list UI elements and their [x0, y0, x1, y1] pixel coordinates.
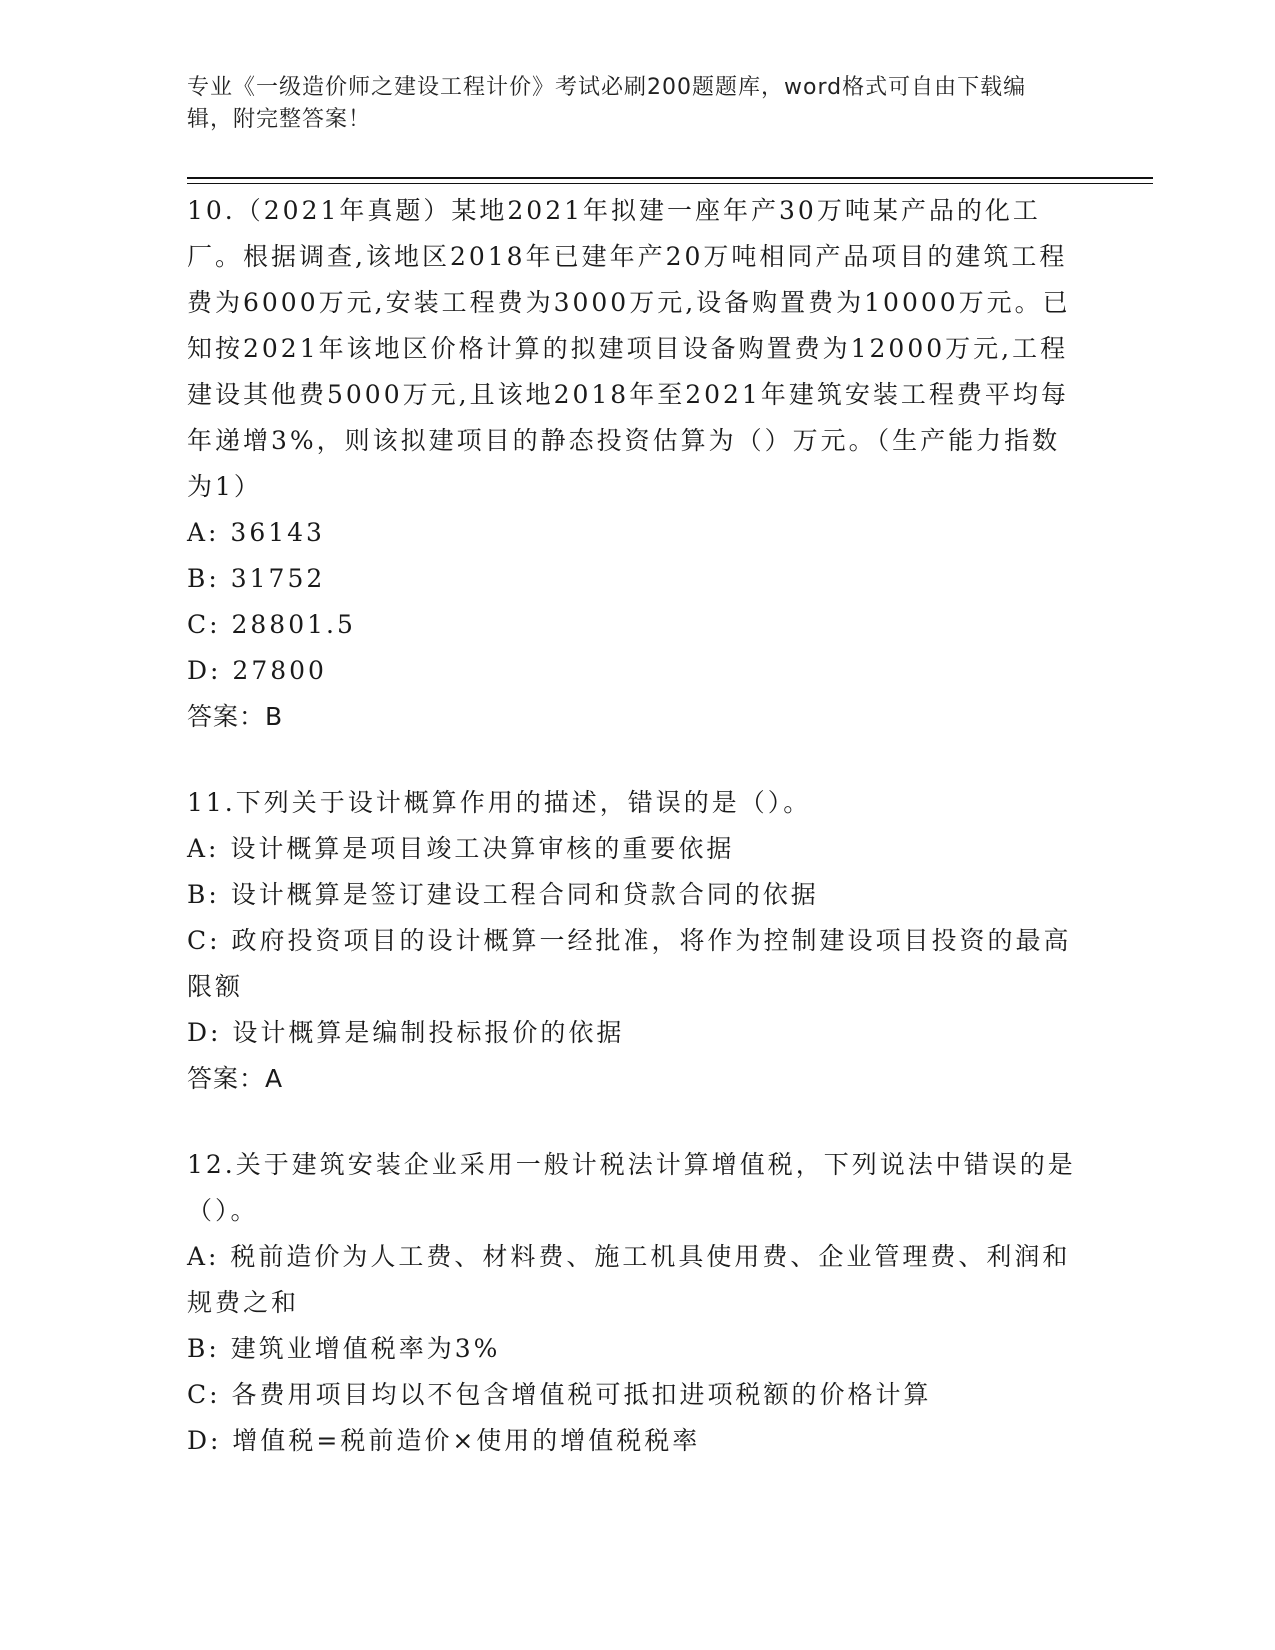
question-list	[187, 188, 1087, 1504]
answer: 答案：B	[187, 702, 284, 731]
option-a: A: 36143	[187, 518, 325, 547]
option-d: D: 增值税=税前造价×使用的增值税税率	[187, 1426, 701, 1455]
question-text: 11.下列关于设计概算作用的描述，错误的是（）。	[187, 788, 812, 817]
option-c: C: 各费用项目均以不包含增值税可抵扣进项税额的价格计算	[187, 1380, 932, 1409]
document-header: 专业《一级造价师之建设工程计价》考试必刷200题题库，word格式可自由下载编辑，附完整答案！	[187, 75, 1027, 132]
option-a: A: 税前造价为人工费、材料费、施工机具使用费、企业管理费、利润和规费之和	[187, 1242, 1071, 1317]
option-b: B: 设计概算是签订建设工程合同和贷款合同的依据	[187, 880, 819, 909]
answer: 答案：A	[187, 1064, 284, 1093]
question-10	[187, 188, 1087, 740]
option-c: C: 政府投资项目的设计概算一经批准，将作为控制建设项目投资的最高限额	[187, 926, 1072, 1001]
question-11	[187, 780, 1087, 1102]
option-c: C: 28801.5	[187, 610, 356, 639]
option-d: D: 设计概算是编制投标报价的依据	[187, 1018, 625, 1047]
option-b: B: 建筑业增值税率为3%	[187, 1334, 501, 1363]
question-12	[187, 1142, 1087, 1464]
option-d: D: 27800	[187, 656, 327, 685]
option-b: B: 31752	[187, 564, 326, 593]
question-text: 10.（2021年真题）某地2021年拟建一座年产30万吨某产品的化工厂。根据调查,该地区2018年已建年产20万吨相同产品项目的建筑工程费为6000万元,安装工程费为3000万元,设备购置费为10000万元。已知按2021年该地区价格计算的拟建项目设备购置费为12000万元,工程建设其他费5000万元,且该地2018年至2021年建筑安装工程费平均每年递增3%，则该拟建项目的静态投资估算为（）万元。（生产能力指数为1）	[187, 196, 1071, 501]
question-text: 12.关于建筑安装企业采用一般计税法计算增值税，下列说法中错误的是（）。	[187, 1150, 1076, 1225]
option-a: A: 设计概算是项目竣工决算审核的重要依据	[187, 834, 735, 863]
header-divider-thick	[187, 177, 1153, 179]
header-divider-thin	[187, 183, 1153, 184]
